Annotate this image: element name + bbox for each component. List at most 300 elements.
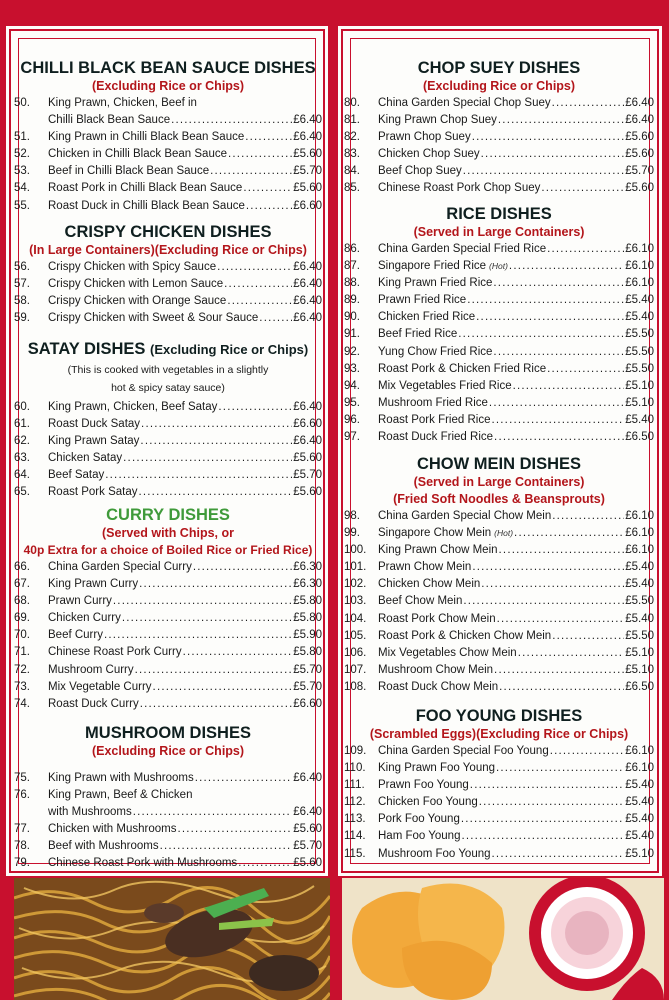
item-price: £5.40 xyxy=(625,311,654,324)
leader-dots xyxy=(183,644,293,661)
item-name: King Prawn Foo Young xyxy=(378,762,496,775)
item-number: 100. xyxy=(344,544,367,557)
leader-dots xyxy=(493,275,624,292)
item-price: £6.10 xyxy=(625,243,654,255)
section-satay xyxy=(14,339,322,502)
item-price: £5.40 xyxy=(625,779,654,792)
section-subtitle: (Served with Chips, or xyxy=(102,526,234,540)
leader-dots xyxy=(461,811,624,828)
item-price: £6.60 xyxy=(293,697,322,710)
item-name: King Prawn in Chilli Black Bean Sauce xyxy=(48,131,245,144)
leader-dots xyxy=(224,276,292,293)
item-price: £5.60 xyxy=(293,823,322,836)
leader-dots xyxy=(489,395,624,412)
item-name: Roast Duck Fried Rice xyxy=(378,431,494,444)
item-price: £6.10 xyxy=(625,745,654,757)
menu-item xyxy=(14,804,322,821)
item-name: China Garden Special Curry xyxy=(48,561,192,573)
item-number: 54. xyxy=(14,182,30,195)
item-number: 103. xyxy=(344,595,367,608)
section-subtitle: 40p Extra for a choice of Boiled Rice or Fried Rice) xyxy=(23,543,313,557)
menu-item xyxy=(344,292,654,309)
menu-item xyxy=(344,811,654,828)
item-name: Chinese Roast Pork Chop Suey xyxy=(378,182,541,195)
item-name: Roast Pork Chow Mein xyxy=(378,612,496,625)
menu-item xyxy=(344,112,654,129)
item-list xyxy=(344,508,654,696)
item-number: 58. xyxy=(14,295,30,308)
menu-item xyxy=(14,787,322,804)
item-number: 73. xyxy=(14,680,30,693)
menu-item xyxy=(344,129,654,146)
item-price: £6.10 xyxy=(625,544,654,557)
item-price: £6.10 xyxy=(625,260,654,273)
leader-dots xyxy=(513,378,625,395)
item-name: King Prawn Curry xyxy=(48,578,139,591)
menu-item xyxy=(14,112,322,129)
item-name: King Prawn, Beef & Chicken xyxy=(48,789,193,802)
item-number: 52. xyxy=(14,148,30,161)
leader-dots xyxy=(228,146,292,163)
item-price: £5.40 xyxy=(625,413,654,426)
dumplings-photo xyxy=(342,878,664,1000)
item-list xyxy=(344,743,654,863)
section-title xyxy=(14,339,322,360)
item-number: 98. xyxy=(344,510,360,522)
item-number: 51. xyxy=(14,131,30,144)
menu-item xyxy=(344,309,654,326)
item-number: 114. xyxy=(344,830,366,843)
item-number: 68. xyxy=(14,595,30,608)
item-name: Crispy Chicken with Sweet & Sour Sauce xyxy=(48,312,259,325)
section-title: CHILLI BLACK BEAN SAUCE DISHES xyxy=(20,59,316,77)
leader-dots xyxy=(499,542,625,559)
item-price: £5.40 xyxy=(625,561,654,574)
item-number: 64. xyxy=(14,469,30,482)
item-name: Prawn Chop Suey xyxy=(378,131,471,144)
leader-dots xyxy=(552,508,624,525)
item-number: 112. xyxy=(344,796,366,809)
item-name: with Mushrooms xyxy=(48,806,132,819)
item-number: 59. xyxy=(14,312,30,325)
leader-dots xyxy=(113,593,292,610)
item-number: 92. xyxy=(344,345,360,358)
leader-dots xyxy=(494,429,624,446)
leader-dots xyxy=(498,112,624,129)
section-title-sub: (Excluding Rice or Chips) xyxy=(150,342,309,357)
item-number: 110. xyxy=(344,762,366,775)
leader-dots xyxy=(139,576,292,593)
section-note: hot & spicy satay sauce) xyxy=(111,382,225,394)
section-note: (This is cooked with vegetables in a slightly xyxy=(67,364,269,376)
menu-item xyxy=(14,644,322,661)
item-name: Beef Curry xyxy=(48,629,103,642)
menu-item xyxy=(14,855,322,872)
item-name: Beef Chop Suey xyxy=(378,165,462,178)
item-number: 86. xyxy=(344,243,360,255)
item-price: £5.50 xyxy=(625,362,654,375)
item-number: 111. xyxy=(344,779,365,792)
menu-item xyxy=(344,429,654,446)
item-list xyxy=(344,95,654,198)
menu-item xyxy=(14,770,322,787)
item-name: Roast Duck Curry xyxy=(48,697,139,710)
leader-dots xyxy=(140,696,292,713)
leader-dots xyxy=(463,163,624,180)
item-number: 69. xyxy=(14,612,30,625)
item-price: £5.60 xyxy=(293,452,322,465)
item-number: 61. xyxy=(14,418,30,431)
item-name: Beef with Mushrooms xyxy=(48,840,159,853)
item-list xyxy=(14,559,322,713)
item-number: 88. xyxy=(344,277,360,290)
item-number: 93. xyxy=(344,362,360,375)
item-name: Chinese Roast Pork Curry xyxy=(48,646,182,659)
item-price: £5.60 xyxy=(293,857,322,870)
section-title: CRISPY CHICKEN DISHES xyxy=(64,223,272,241)
leader-dots xyxy=(552,95,625,112)
item-name: Chilli Black Bean Sauce xyxy=(48,114,171,127)
item-number: 67. xyxy=(14,578,30,591)
menu-item xyxy=(344,662,654,679)
item-name: Chicken with Mushrooms xyxy=(48,823,177,836)
menu-item xyxy=(344,146,654,163)
menu-item xyxy=(14,576,322,593)
leader-dots xyxy=(493,344,624,361)
menu-item xyxy=(14,95,322,112)
leader-dots xyxy=(105,467,292,484)
item-price: £6.30 xyxy=(293,561,322,573)
item-name: King Prawn Chop Suey xyxy=(378,114,497,127)
item-price: £6.50 xyxy=(625,680,654,693)
item-name: Mushroom Fried Rice xyxy=(378,396,488,409)
item-number: 50. xyxy=(14,97,30,109)
leader-dots xyxy=(238,855,292,872)
item-name: Chicken Foo Young xyxy=(378,796,478,809)
menu-item xyxy=(14,821,322,838)
menu-item xyxy=(344,576,654,593)
item-name: Roast Pork & Chicken Chow Mein xyxy=(378,629,552,642)
item-name: Chinese Roast Pork with Mushrooms xyxy=(48,857,238,870)
leader-dots xyxy=(481,576,624,593)
leader-dots xyxy=(497,611,625,628)
leader-dots xyxy=(133,804,293,821)
leader-dots xyxy=(514,525,624,542)
leader-dots xyxy=(496,760,624,777)
leader-dots xyxy=(193,559,292,576)
item-number: 72. xyxy=(14,663,30,676)
item-number: 89. xyxy=(344,294,360,307)
item-number: 95. xyxy=(344,396,360,409)
item-name: China Garden Special Chow Mein xyxy=(378,510,552,522)
item-number: 96. xyxy=(344,413,360,426)
leader-dots xyxy=(153,679,293,696)
item-number: 74. xyxy=(14,697,30,710)
menu-item xyxy=(14,259,322,276)
section-title: MUSHROOM DISHES xyxy=(85,724,251,742)
item-price: £6.40 xyxy=(293,772,322,784)
item-name: Beef in Chilli Black Bean Sauce xyxy=(48,165,210,178)
item-name: King Prawn with Mushrooms xyxy=(48,772,194,784)
item-price: £5.70 xyxy=(293,680,322,693)
menu-item xyxy=(14,696,322,713)
item-price: £5.70 xyxy=(293,165,322,178)
item-number: 66. xyxy=(14,561,30,573)
item-number: 80. xyxy=(344,97,360,109)
leader-dots xyxy=(492,846,625,863)
menu-item xyxy=(344,395,654,412)
menu-item xyxy=(344,326,654,343)
item-name: Roast Pork Fried Rice xyxy=(378,413,491,426)
item-number: 85. xyxy=(344,182,360,195)
item-name: Roast Pork & Chicken Fried Rice xyxy=(378,362,547,375)
item-name: Chicken Satay xyxy=(48,452,123,465)
noodles-image xyxy=(14,878,330,1000)
menu-item xyxy=(14,679,322,696)
menu-item xyxy=(14,610,322,627)
item-number: 56. xyxy=(14,261,30,273)
item-name: Mix Vegetables Fried Rice xyxy=(378,379,512,392)
item-price: £5.50 xyxy=(625,595,654,608)
item-price: £5.60 xyxy=(625,182,654,195)
item-name: Roast Duck Chow Mein xyxy=(378,680,499,693)
item-name: Ham Foo Young xyxy=(378,830,461,843)
section-title-text: SATAY DISHES xyxy=(27,340,146,358)
item-number: 70. xyxy=(14,629,30,642)
item-name: Singapore Fried Rice xyxy=(378,260,487,273)
item-number: 62. xyxy=(14,435,30,448)
leader-dots xyxy=(259,310,292,327)
item-price: £5.60 xyxy=(625,131,654,144)
menu-item xyxy=(14,146,322,163)
item-name: Beef Chow Mein xyxy=(378,595,463,608)
menu-item xyxy=(14,627,322,644)
item-name: Beef Satay xyxy=(48,469,105,482)
item-name: China Garden Special Chop Suey xyxy=(378,97,551,109)
menu-item xyxy=(14,180,322,197)
item-number: 78. xyxy=(14,840,30,853)
menu-item xyxy=(14,450,322,467)
item-price: £5.40 xyxy=(625,578,654,591)
item-name: Chicken Curry xyxy=(48,612,121,625)
section-subtitle: (Fried Soft Noodles & Beansprouts) xyxy=(393,492,605,506)
leader-dots xyxy=(472,129,625,146)
section-subtitle: (Excluding Rice or Chips) xyxy=(422,79,576,93)
item-price: £6.40 xyxy=(293,131,322,144)
item-name: Beef Fried Rice xyxy=(378,328,458,341)
leader-dots xyxy=(104,627,292,644)
menu-item xyxy=(344,743,654,760)
item-name: Crispy Chicken with Orange Sauce xyxy=(48,295,227,308)
menu-item xyxy=(14,276,322,293)
item-number: 102. xyxy=(344,578,367,591)
menu-item xyxy=(344,542,654,559)
menu-item xyxy=(14,467,322,484)
item-number: 104. xyxy=(344,612,367,625)
item-price: £5.40 xyxy=(625,796,654,809)
item-price: £6.40 xyxy=(293,114,322,127)
leader-dots xyxy=(195,770,292,787)
menu-item xyxy=(14,293,322,310)
item-price: £6.10 xyxy=(625,762,654,775)
menu-item xyxy=(344,645,654,662)
item-number: 82. xyxy=(344,131,360,144)
item-price: £5.60 xyxy=(625,148,654,161)
menu-item xyxy=(344,679,654,696)
menu-item xyxy=(14,198,322,215)
item-price: £5.80 xyxy=(293,612,322,625)
hot-label: (Hot) xyxy=(494,528,514,539)
item-price: £6.40 xyxy=(293,401,322,413)
item-name: Pork Foo Young xyxy=(378,813,460,826)
section-subtitle: (Excluding Rice or Chips) xyxy=(91,79,245,93)
leader-dots xyxy=(140,433,292,450)
leader-dots xyxy=(481,146,625,163)
leader-dots xyxy=(210,163,292,180)
leader-dots xyxy=(509,258,624,275)
item-name: King Prawn, Chicken, Beef Satay xyxy=(48,401,218,413)
item-name: Chicken Fried Rice xyxy=(378,311,476,324)
item-price: £5.10 xyxy=(625,646,654,659)
section-crispy xyxy=(14,222,322,327)
menu-item xyxy=(344,508,654,525)
leader-dots xyxy=(246,198,292,215)
menu-item xyxy=(344,760,654,777)
section-title: CURRY DISHES xyxy=(106,506,230,524)
leader-dots xyxy=(243,180,292,197)
menu-item xyxy=(344,378,654,395)
item-number: 107. xyxy=(344,663,367,676)
leader-dots xyxy=(218,399,292,416)
leader-dots xyxy=(541,180,624,197)
item-name: Roast Pork Satay xyxy=(48,486,138,499)
menu-item xyxy=(14,163,322,180)
menu-item xyxy=(14,662,322,679)
item-number: 77. xyxy=(14,823,30,836)
leader-dots xyxy=(547,361,624,378)
menu-panel-right xyxy=(338,26,662,876)
menu-item xyxy=(344,344,654,361)
item-price: £6.40 xyxy=(293,435,322,448)
menu-panel-left xyxy=(6,26,328,876)
item-name: King Prawn Satay xyxy=(48,435,140,448)
item-price: £5.10 xyxy=(625,379,654,392)
item-price: £5.10 xyxy=(625,663,654,676)
item-name: Roast Duck in Chilli Black Bean Sauce xyxy=(48,199,245,212)
item-price: £6.40 xyxy=(293,278,322,291)
menu-item xyxy=(14,416,322,433)
menu-item xyxy=(344,180,654,197)
menu-item xyxy=(344,628,654,645)
item-list xyxy=(14,770,322,873)
item-list xyxy=(14,259,322,327)
item-price: £6.40 xyxy=(625,114,654,127)
menu-item xyxy=(14,310,322,327)
leader-dots xyxy=(472,559,624,576)
item-price: £6.60 xyxy=(293,418,322,431)
section-curry xyxy=(14,505,322,713)
item-price: £6.40 xyxy=(625,97,654,109)
item-price: £5.60 xyxy=(293,148,322,161)
item-name: Prawn Foo Young xyxy=(378,779,469,792)
item-name: King Prawn Fried Rice xyxy=(378,277,493,290)
menu-item xyxy=(14,399,322,416)
leader-dots xyxy=(177,821,292,838)
item-price: £5.80 xyxy=(293,646,322,659)
item-list xyxy=(14,95,322,215)
menu-item xyxy=(344,258,654,275)
item-price: £5.10 xyxy=(625,847,654,860)
section-subtitle: (Excluding Rice or Chips) xyxy=(91,744,245,758)
menu-item xyxy=(344,828,654,845)
menu-item xyxy=(14,484,322,501)
item-name: Mix Vegetable Curry xyxy=(48,680,152,693)
item-number: 113. xyxy=(344,813,366,826)
item-name: Crispy Chicken with Spicy Sauce xyxy=(48,261,217,273)
menu-item xyxy=(344,846,654,863)
item-name: Crispy Chicken with Lemon Sauce xyxy=(48,278,224,291)
item-price: £5.90 xyxy=(293,629,322,642)
item-price: £5.60 xyxy=(293,486,322,499)
item-number: 97. xyxy=(344,431,360,444)
leader-dots xyxy=(463,593,624,610)
leader-dots xyxy=(499,679,624,696)
leader-dots xyxy=(122,610,292,627)
item-price: £5.80 xyxy=(293,595,322,608)
leader-dots xyxy=(160,838,293,855)
item-price: £6.30 xyxy=(293,578,322,591)
leader-dots xyxy=(138,484,292,501)
item-number: 76. xyxy=(14,789,30,802)
item-number: 90. xyxy=(344,311,360,324)
item-name: Mushroom Curry xyxy=(48,663,134,676)
item-price: £5.60 xyxy=(293,182,322,195)
item-number: 101. xyxy=(344,561,367,574)
leader-dots xyxy=(552,628,624,645)
menu-item xyxy=(344,361,654,378)
item-name: Roast Duck Satay xyxy=(48,418,141,431)
item-price: £5.10 xyxy=(625,396,654,409)
section-subtitle: (In Large Containers)(Excluding Rice or Chips) xyxy=(29,243,307,257)
item-price: £6.10 xyxy=(625,510,654,522)
item-list xyxy=(344,241,654,446)
section-subtitle: (Served in Large Containers) xyxy=(413,475,585,489)
item-price: £5.40 xyxy=(625,612,654,625)
item-name: King Prawn, Chicken, Beef in xyxy=(48,97,197,109)
leader-dots xyxy=(550,743,625,760)
leader-dots xyxy=(123,450,292,467)
item-number: 55. xyxy=(14,199,30,212)
section-subtitle: (Scrambled Eggs)(Excluding Rice or Chips) xyxy=(369,727,629,741)
item-name: Mushroom Foo Young xyxy=(378,847,491,860)
item-number: 79. xyxy=(14,857,30,870)
item-name: China Garden Special Fried Rice xyxy=(378,243,547,255)
item-price: £5.40 xyxy=(625,813,654,826)
item-list xyxy=(14,399,322,502)
item-price: £5.70 xyxy=(293,840,322,853)
item-name: Chicken Chow Mein xyxy=(378,578,481,591)
section-title: RICE DISHES xyxy=(446,205,552,223)
item-number: 108. xyxy=(344,680,367,693)
section-chopsuey xyxy=(344,58,654,198)
leader-dots xyxy=(135,662,293,679)
item-name: China Garden Special Foo Young xyxy=(378,745,549,757)
item-price: £5.50 xyxy=(625,328,654,341)
item-name: Mushroom Chow Mein xyxy=(378,663,494,676)
item-number: 87. xyxy=(344,260,360,273)
item-price: £6.10 xyxy=(625,527,654,540)
menu-item xyxy=(14,559,322,576)
